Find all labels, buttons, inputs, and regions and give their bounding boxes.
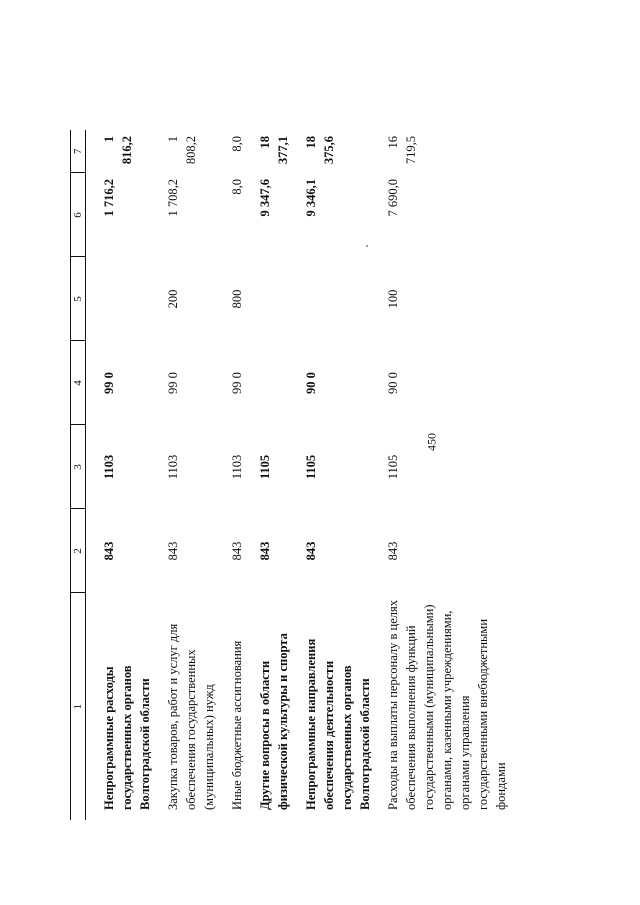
cell-col-7: 18 375,6 [304,136,336,165]
row-name: Непрограммные расходы государственных органов Волгоградской области [102,665,152,810]
row-name: Расходы на выплаты персоналу в целях обеспечения выполнения функций государственными (муниципальными) органами, казенными учреждениями, органами управления государственными внебюджетными фондами [386,600,508,810]
table-row [294,130,376,820]
cell-col-6: 1 708,2 [166,179,180,217]
cell-col-5 [86,257,157,341]
cell-col-5 [248,257,294,341]
row-name: Иные бюджетные ассигнования [230,640,244,810]
cell-col-4: 90 0 [304,372,318,394]
column-header-1: 1 [71,593,86,820]
cell-col-4: 99 0 [102,372,116,394]
cell-col-3: 1103 [230,454,244,480]
table-row [248,130,294,820]
table-row [220,130,248,820]
cell-col-4: 99 0 [230,372,244,394]
table-row [86,130,157,820]
cell-col-3: 1103 [166,454,180,480]
column-header-7: 7 [71,130,86,173]
row-name: Закупка товаров, работ и услуг для обеспечения государственных (муниципальных) нужд [166,623,216,810]
cell-col-6: 9 347,6 [258,179,272,217]
cell-col-5: 800 [230,289,244,309]
cell-col-3: 1103 [102,454,116,480]
cell-col-6: 9 346,1 [304,179,318,217]
cell-col-6: 1 716,2 [102,179,116,217]
column-number-row [71,130,86,820]
row-name: Непрограммные направления обеспечения деятельности государственных органов Волгоградской области [304,638,372,810]
cell-col-4: 99 0 [166,372,180,394]
column-header-5: 5 [71,257,86,341]
column-header-4: 4 [71,341,86,425]
cell-col-6: 8,0 [230,179,244,195]
cell-col-2: 843 [304,541,318,561]
cell-col-2: 843 [386,541,400,561]
cell-col-5: 200 [166,289,180,309]
cell-col-5: 100 [386,289,400,309]
column-header-2: 2 [71,509,86,593]
cell-col-7: 1 808,2 [166,136,198,165]
row-name: Другие вопросы в области физической культуры и спорта [258,633,290,810]
cell-col-3: 1105 [304,454,318,480]
column-header-6: 6 [71,173,86,257]
scan-speck [366,245,368,247]
cell-col-7: 16 719,5 [386,136,418,165]
budget-table [70,130,512,820]
page-number: 450 [424,433,439,451]
cell-col-2: 843 [102,541,116,561]
cell-col-3: 1105 [386,454,400,480]
cell-col-6: 7 690,0 [386,179,400,217]
cell-col-2: 843 [230,541,244,561]
cell-col-4: 90 0 [386,372,400,394]
cell-col-4 [248,341,294,425]
column-header-3: 3 [71,425,86,509]
table-row [376,130,512,820]
table-row [156,130,220,820]
cell-col-2: 843 [166,541,180,561]
cell-col-2: 843 [258,541,272,561]
cell-col-3: 1105 [258,454,272,480]
cell-col-5 [294,257,376,341]
cell-col-7: 8,0 [230,136,244,152]
cell-col-7: 18 377,1 [258,136,290,165]
cell-col-7: 1 816,2 [102,136,134,165]
